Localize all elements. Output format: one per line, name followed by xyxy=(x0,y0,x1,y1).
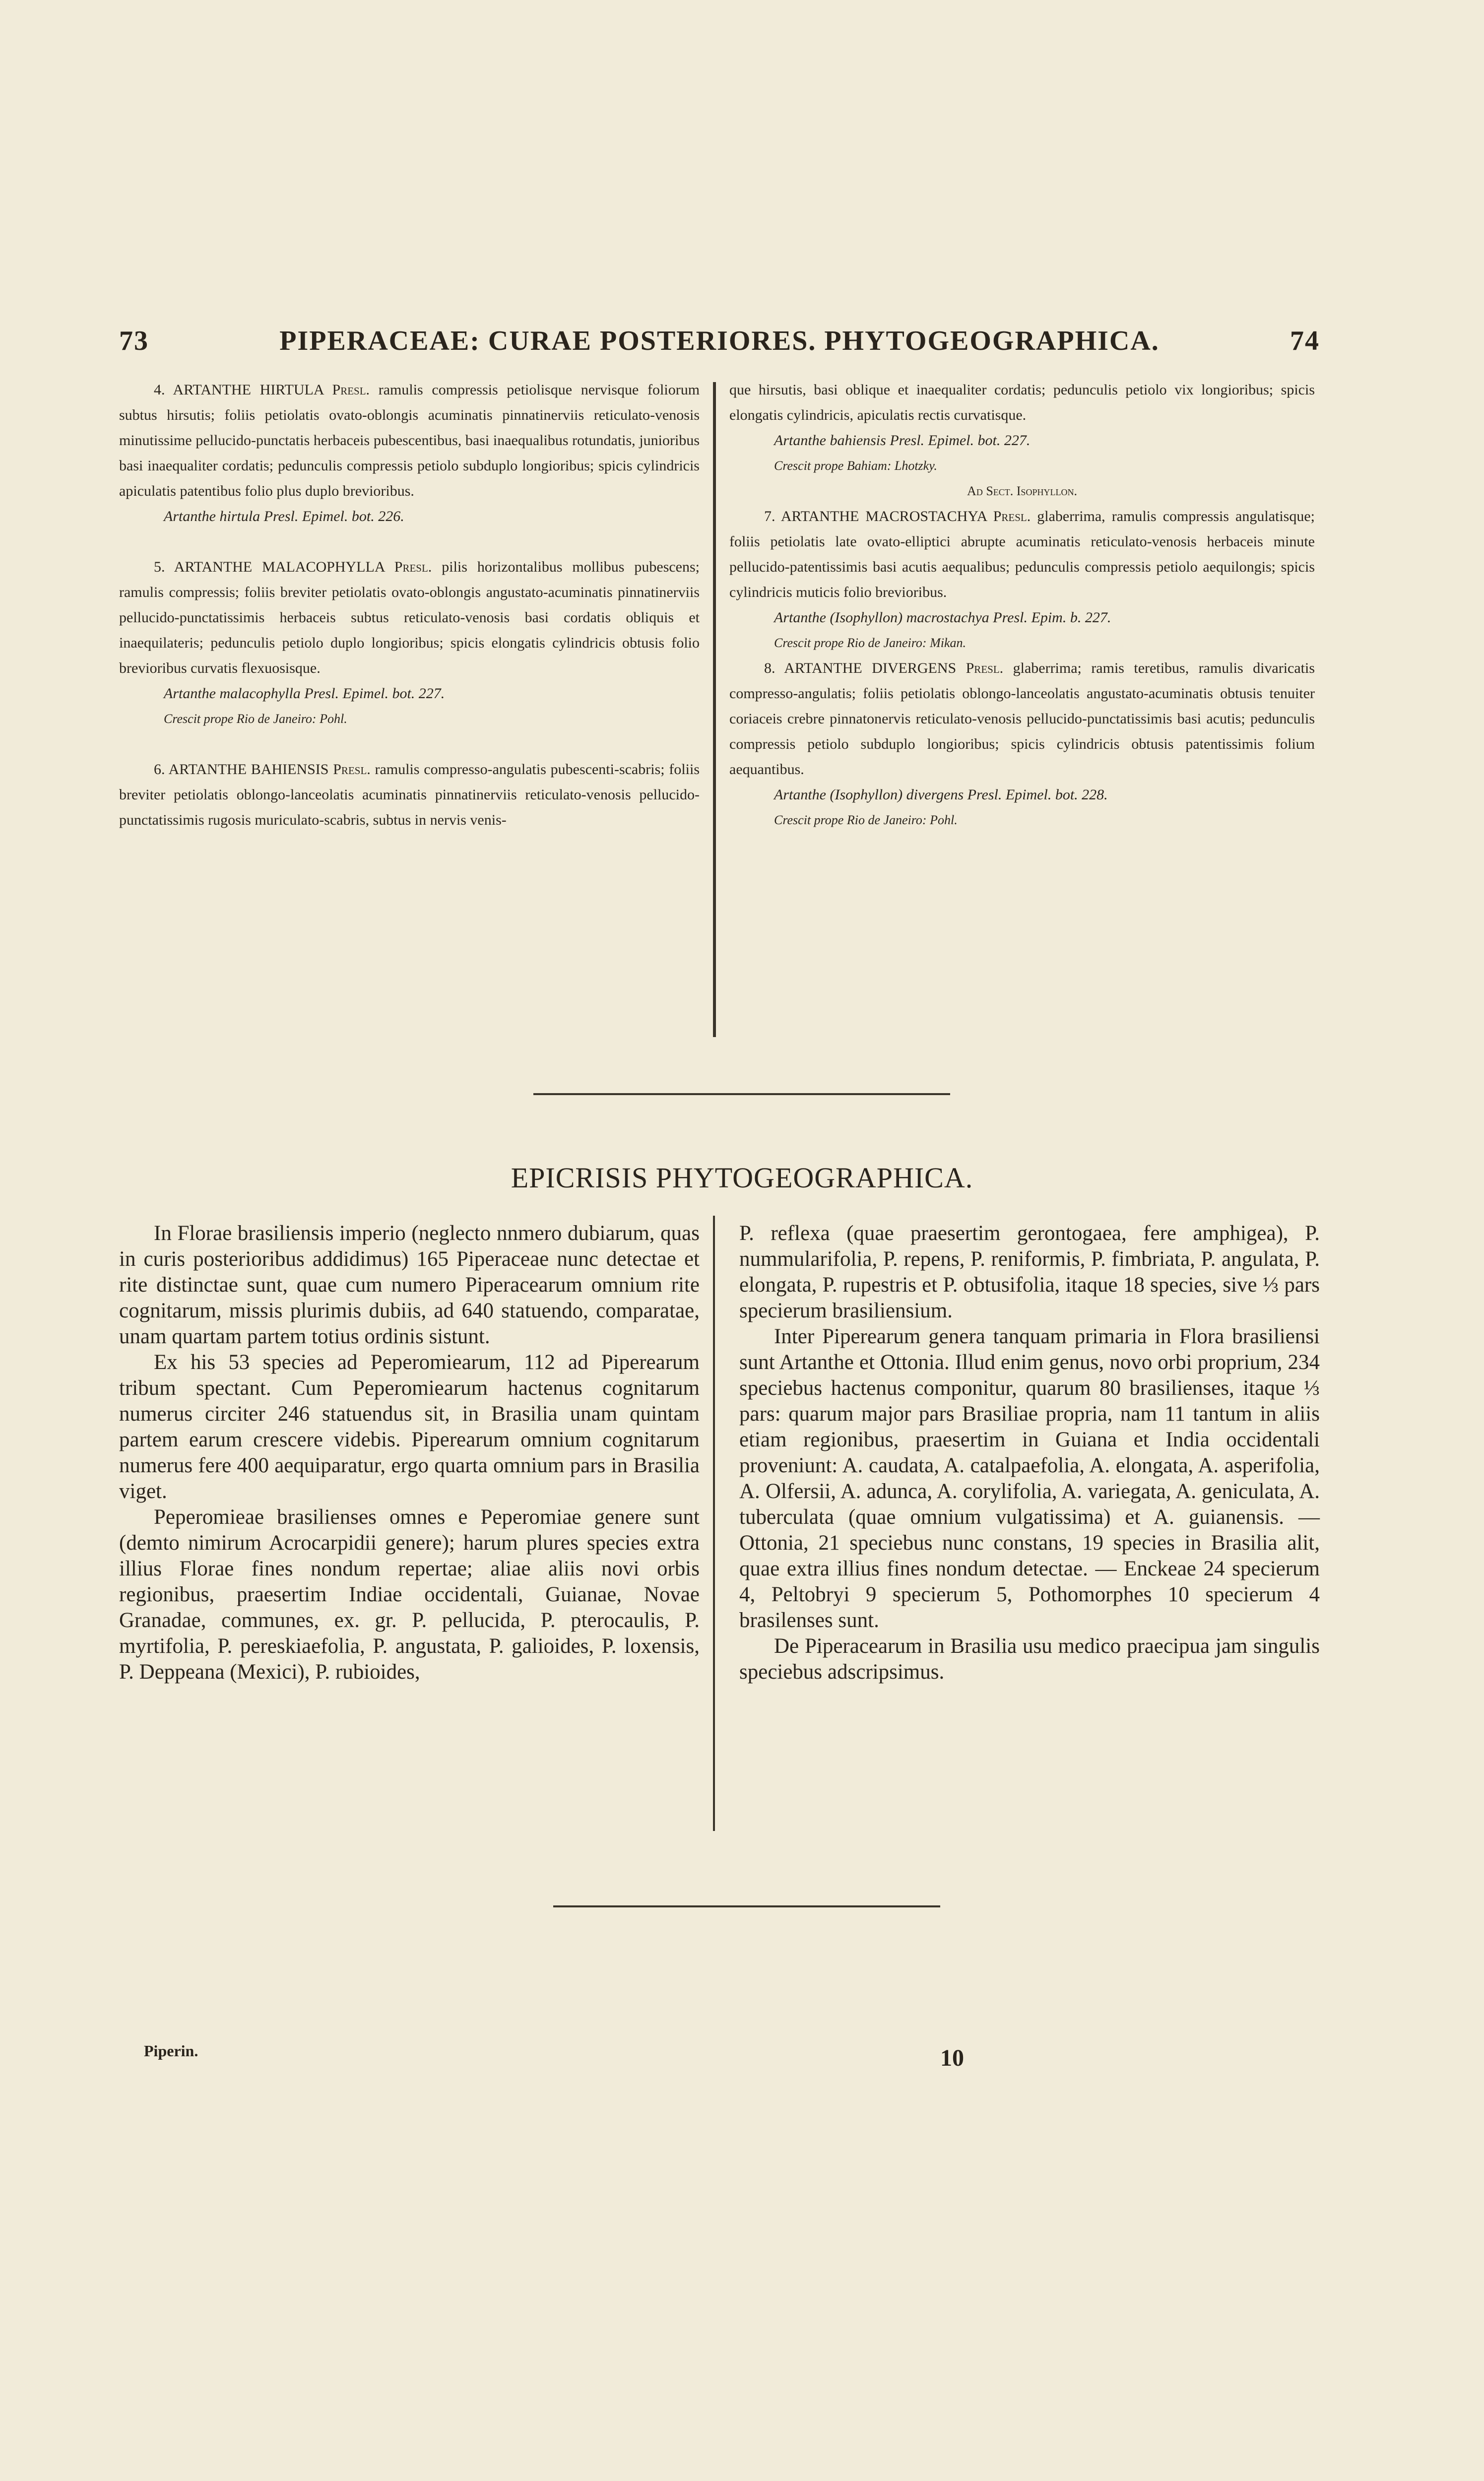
species-entry-6 xyxy=(119,757,700,833)
species-name: 5. ARTANTHE MALACOPHYLLA xyxy=(154,559,385,575)
species-column-left xyxy=(119,377,700,833)
species-column-right xyxy=(729,377,1315,833)
species-description: ramulis compresso-angulatis pubescenti-scabris; foliis breviter petiolatis oblongo-lanceolatis acuminatis pinnatinerviis reticulato-venosis pellucido-punctatissimis rugosis muriculato-scabris, subtus in nervis venis- xyxy=(119,761,700,828)
species-name: 7. ARTANTHE MACROSTACHYA xyxy=(764,508,987,524)
running-header xyxy=(119,325,1320,370)
sheet-number: 10 xyxy=(940,2045,964,2071)
section-heading: Ad Sect. Isophyllon. xyxy=(967,484,1077,498)
paragraph: Inter Piperearum genera tanquam primaria in Flora brasiliensi sunt Artanthe et Ottonia. Illud enim genus, novo orbi proprium, 234 speciebus hactenus componitur, quarum 80 brasilienses, itaque ⅓ pars: quarum major pars Brasiliae propria, nam 11 tantum in aliis etiam regionibus, praesertim in Guiana et India occidentali proveniunt: A. caudata, A. catalpaefolia, A. elongata, A. asperifolia, A. Olfersii, A. adunca, A. corylifolia, A. variegata, A. geniculata, A. tuberculata (quae omnium vulgatissima) et A. guianensis. — Ottonia, 21 speciebus nunc constans, 19 species in Brasilia alit, quae extra illius fines nondum detectae. — Enckeae 24 specierum 4, Peltobryi 9 specierum 5, Pothomorphes 10 specierum 4 brasilenses sunt. xyxy=(739,1325,1320,1632)
species-entry-4 xyxy=(119,377,700,504)
species-name: 6. ARTANTHE BAHIENSIS xyxy=(154,761,329,778)
species-entry-8 xyxy=(729,655,1315,782)
paragraph: Ex his 53 species ad Peperomiearum, 112 ad Piperearum tribum spectant. Cum Peperomiearum hactenus cognitarum numerus circiter 246 statuendus sit, in Brasilia unam quintam partem earum crescere videbis. Piperearum omnium cognitarum numerus fere 400 aequiparatur, ergo quarta omnium pars in Brasilia viget. xyxy=(119,1351,700,1503)
column-divider xyxy=(713,382,716,1037)
species-entry-5 xyxy=(119,554,700,681)
paragraph: In Florae brasiliensis imperio (neglecto nnmero dubiarum, quas in curis posterioribus addidimus) 165 Piperaceae nunc detectae et rite distinctae sunt, quae cum numero Piperacearum omnium rite cognitarum, missis plurimis dubiis, ad 640 statuendo, comparatae, unam quartam partem totius ordinis sistunt. xyxy=(119,1222,700,1348)
species-locality: Crescit prope Bahiam: Lhotzky. xyxy=(774,458,937,473)
species-description: glaberrima, ramulis compressis angulatisque; foliis petiolatis late ovato-elliptici abrupte acuminatis reticulato-venosis herbaceis minute pellucido-patentissimis basi acutis aequalibus; pedunculis compressis petiolo aequilongis; spicis cylindricis muticis folio brevioribus. xyxy=(729,508,1315,600)
species-author: Presl. xyxy=(333,761,371,778)
species-citation: Artanthe (Isophyllon) macrostachya Presl. Epim. b. 227. xyxy=(774,609,1111,626)
horizontal-rule xyxy=(533,1093,950,1095)
species-description: pilis horizontalibus mollibus pubescens; ramulis compressis; foliis breviter petiolatis ovato-oblongis angustato-acuminatis pinnatinerviis pellucido-punctatissimis herbaceis subtus reticulato-venosis basi cordatis obliquis et inaequilateris; pedunculis petiolo duplo longioribus; spicis elongatis cylindricis obtusis folio brevioribus curvatis flexuosisque. xyxy=(119,559,700,676)
page-title: PIPERACEAE: CURAE POSTERIORES. PHYTOGEOGRAPHICA. xyxy=(279,326,1160,356)
species-name: 4. ARTANTHE HIRTULA xyxy=(154,382,323,398)
species-author: Presl. xyxy=(993,508,1031,524)
species-description-continued: que hirsutis, basi oblique et inaequaliter cordatis; pedunculis petiolo vix longioribus; spicis elongatis cylindricis, apiculatis rectis curvatisque. xyxy=(729,382,1315,423)
page-number-left: 73 xyxy=(119,326,149,356)
paragraph: P. reflexa (quae praesertim gerontogaea, fere amphigea), P. nummularifolia, P. repens, P. reniformis, P. fimbriata, P. angulata, P. elongata, P. rupestris et P. obtusifolia, itaque 18 species, sive ⅓ pars specierum brasiliensium. xyxy=(739,1222,1320,1322)
species-citation: Artanthe hirtula Presl. Epimel. bot. 226. xyxy=(164,508,404,524)
species-author: Presl. xyxy=(966,660,1004,676)
species-author: Presl. xyxy=(332,382,370,398)
species-locality: Crescit prope Rio de Janeiro: Pohl. xyxy=(774,813,958,827)
epicrisis-column-right xyxy=(739,1221,1320,1685)
epicrisis-column-left xyxy=(119,1221,700,1685)
species-locality: Crescit prope Rio de Janeiro: Pohl. xyxy=(164,712,347,726)
page-number-right: 74 xyxy=(1290,326,1320,356)
column-divider xyxy=(713,1216,715,1831)
species-description: glaberrima; ramis teretibus, ramulis divaricatis compresso-angulatis; foliis petiolatis oblongo-lanceolatis angustato-acuminatis obtusis tenuiter coriaceis crebre pinnatonervis reticulato-venosis pellucido-punctatissimis basi acutis; pedunculis compressis petiolo subduplo longioribus; spicis cylindricis obtusis patentissimis folium aequantibus. xyxy=(729,660,1315,778)
species-author: Presl. xyxy=(394,559,432,575)
species-name: 8. ARTANTHE DIVERGENS xyxy=(764,660,957,676)
species-citation: Artanthe (Isophyllon) divergens Presl. Epimel. bot. 228. xyxy=(774,786,1108,803)
species-entry-7 xyxy=(729,504,1315,605)
species-locality: Crescit prope Rio de Janeiro: Mikan. xyxy=(774,636,967,650)
species-citation: Artanthe bahiensis Presl. Epimel. bot. 227. xyxy=(774,432,1031,449)
horizontal-rule xyxy=(553,1905,940,1907)
species-citation: Artanthe malacophylla Presl. Epimel. bot. 227. xyxy=(164,685,445,702)
section-title: EPICRISIS PHYTOGEOGRAPHICA. xyxy=(511,1162,973,1194)
footer-signature: Piperin. xyxy=(144,2042,198,2060)
paragraph: Peperomieae brasilienses omnes e Peperomiae genere sunt (demto nimirum Acrocarpidii genere); harum plures species extra illius Florae fines nondum repertae; aliae aliis novi orbis regionibus, praesertim Indiae occidentali, Guianae, Novae Granadae, communes, ex. gr. P. pellucida, P. pterocaulis, P. myrtifolia, P. pereskiaefolia, P. angustata, P. galioides, P. loxensis, P. Deppeana (Mexici), P. rubioides, xyxy=(119,1505,700,1684)
paragraph: De Piperacearum in Brasilia usu medico praecipua jam singulis speciebus adscripsimus. xyxy=(739,1634,1320,1684)
species-description: ramulis compressis petiolisque nervisque foliorum subtus hirsutis; foliis petiolatis ovato-oblongis acuminatis pinnatinerviis reticulato-venosis minutissime pellucido-punctatis herbaceis pubescentibus, basi inaequalibus rotundatis, junioribus basi inaequaliter cordatis; pedunculis compressis petiolo subduplo longioribus; spicis cylindricis apiculatis patentibus folio plus duplo brevioribus. xyxy=(119,382,700,499)
